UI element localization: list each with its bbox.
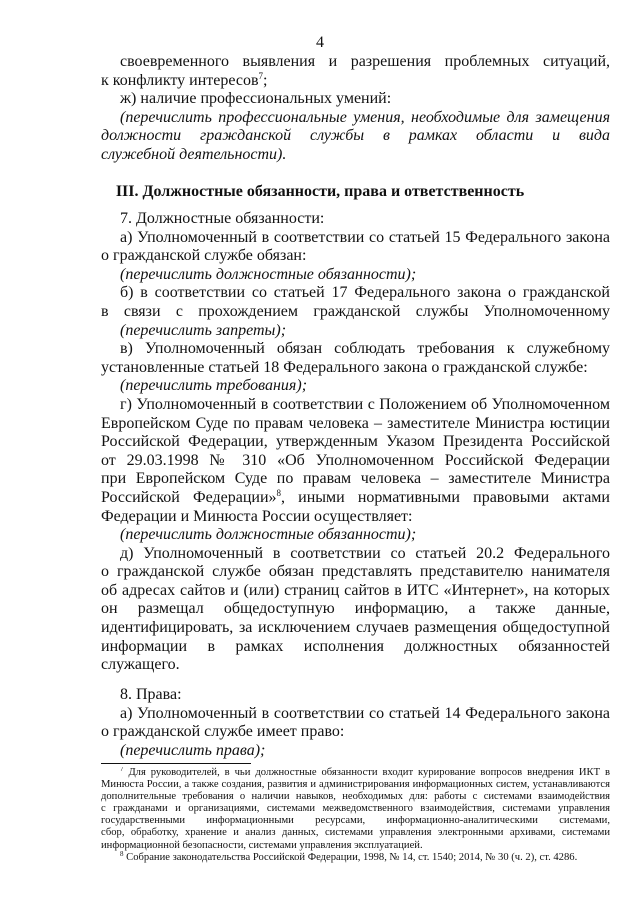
text-line: ж) наличие профессиональных умений: bbox=[120, 90, 392, 108]
footnote-line bbox=[101, 849, 610, 864]
text-fragment: , иными нормативными правовыми актами bbox=[281, 488, 610, 506]
text-line: об адресах сайтов и (или) страниц сайтов в ИТС «Интернет», на которых bbox=[101, 581, 610, 599]
text-fragment: Собрание законодательства Российской Федерации, 1998, № 14, ст. 1540; 2014, № 30 (ч. 2), ст. 4286. bbox=[126, 851, 578, 863]
text-fragment: Российской Федерации» bbox=[101, 488, 277, 506]
text-line: о гражданской службе обязан: bbox=[101, 247, 307, 265]
text-line: а) Уполномоченный в соответствии со статьей 15 Федерального закона bbox=[120, 228, 610, 246]
text-fragment: Для руководителей, в чьи должностные обязанности входит курирование вопросов внедрения ИКТ в bbox=[128, 767, 610, 778]
footnote-line: Минюста России, а также создания, развития и администрирования информационных систем, устанавливаются bbox=[101, 779, 610, 791]
footnote-separator bbox=[101, 763, 251, 764]
text-line: при Европейском Суде по правам человека – заместителе Министра bbox=[101, 470, 610, 488]
text-line: 7. Должностные обязанности: bbox=[120, 210, 325, 227]
text-line: (перечислить должностные обязанности); bbox=[120, 265, 417, 283]
text-line: б) в соответствии со статьей 17 Федерального закона о гражданской bbox=[120, 284, 610, 302]
text-line: служащего. bbox=[101, 656, 180, 674]
text-line: должности гражданской службы в рамках области и вида bbox=[101, 127, 610, 145]
text-line: (перечислить требования); bbox=[120, 377, 308, 395]
text-line: а) Уполномоченный в соответствии со статьей 14 Федерального закона bbox=[120, 704, 610, 722]
text-line: Европейском Суде по правам человека – заместителе Министра юстиции bbox=[101, 414, 610, 432]
text-line: от 29.03.1998 № 310 «Об Уполномоченном Российской Федерации bbox=[101, 451, 610, 469]
text-line: в) Уполномоченный обязан соблюдать требования к служебному bbox=[120, 340, 610, 358]
text-line bbox=[101, 72, 610, 91]
text-line: 8. Права: bbox=[120, 686, 182, 703]
footnote-mark-7: 7 bbox=[120, 767, 124, 773]
text-line: Федерации и Минюста России осуществляет: bbox=[101, 507, 413, 525]
footnote-line bbox=[101, 767, 610, 779]
text-fragment: ; bbox=[263, 71, 268, 89]
footnote-mark-8: 8 bbox=[120, 849, 124, 858]
text-fragment: к конфликту интересов bbox=[101, 71, 259, 89]
footnote-line: сбор, обработку, хранение и анализ данных, системами управления электронными архивами, системами bbox=[101, 827, 610, 839]
text-line: идентифицировать, за исключением случаев размещения общедоступной bbox=[101, 619, 610, 637]
section-heading: III. Должностные обязанности, права и ответственность bbox=[115, 183, 525, 200]
text-block-duties bbox=[101, 210, 610, 675]
footnote-line: информационной безопасности, системами управления эксплуатацией. bbox=[101, 839, 423, 851]
footnote-line: дополнительные требования о наличии навыков, необходимых для: работы с системами взаимодействия bbox=[101, 791, 610, 803]
footnote-line: с гражданами и организациями, системами межведомственного взаимодействия, системами управления bbox=[101, 803, 610, 815]
text-line: (перечислить запреты); bbox=[120, 321, 287, 339]
footnote-ref-8: 8 bbox=[276, 488, 282, 498]
text-line: (перечислить права); bbox=[120, 741, 266, 759]
text-line: Российской Федерации, утвержденным Указом Президента Российской bbox=[101, 433, 610, 451]
text-line: в связи с прохождением гражданской службы Уполномоченному bbox=[101, 302, 610, 320]
text-line: своевременного выявления и разрешения проблемных ситуаций, bbox=[120, 53, 610, 70]
text-line: он размещал общедоступную информацию, а также данные, bbox=[101, 600, 610, 618]
text-line: служебной деятельности). bbox=[101, 145, 287, 163]
text-line: о гражданской службе имеет право: bbox=[101, 723, 345, 741]
text-line: о гражданской службе обязан представлять представителю нанимателя bbox=[101, 563, 610, 581]
text-block-intro bbox=[101, 53, 610, 165]
page-number: 4 bbox=[316, 34, 324, 51]
text-line: д) Уполномоченный в соответствии со статьей 20.2 Федерального bbox=[120, 544, 610, 562]
text-line: установленные статьей 18 Федерального закона о гражданской службе: bbox=[101, 358, 588, 376]
footnote-ref-7: 7 bbox=[258, 70, 264, 81]
text-line bbox=[101, 489, 610, 508]
text-line: информации в рамках исполнения должностных обязанностей bbox=[101, 637, 610, 655]
footnote-line: государственными информационными ресурсами, информационно-аналитическими системами, bbox=[101, 815, 610, 827]
text-line: г) Уполномоченный в соответствии с Положением об Уполномоченном bbox=[120, 395, 610, 413]
text-block-rights bbox=[101, 686, 610, 760]
text-line: (перечислить должностные обязанности); bbox=[120, 526, 417, 544]
footnotes bbox=[101, 767, 610, 864]
text-line: (перечислить профессиональные умения, необходимые для замещения bbox=[120, 108, 610, 126]
